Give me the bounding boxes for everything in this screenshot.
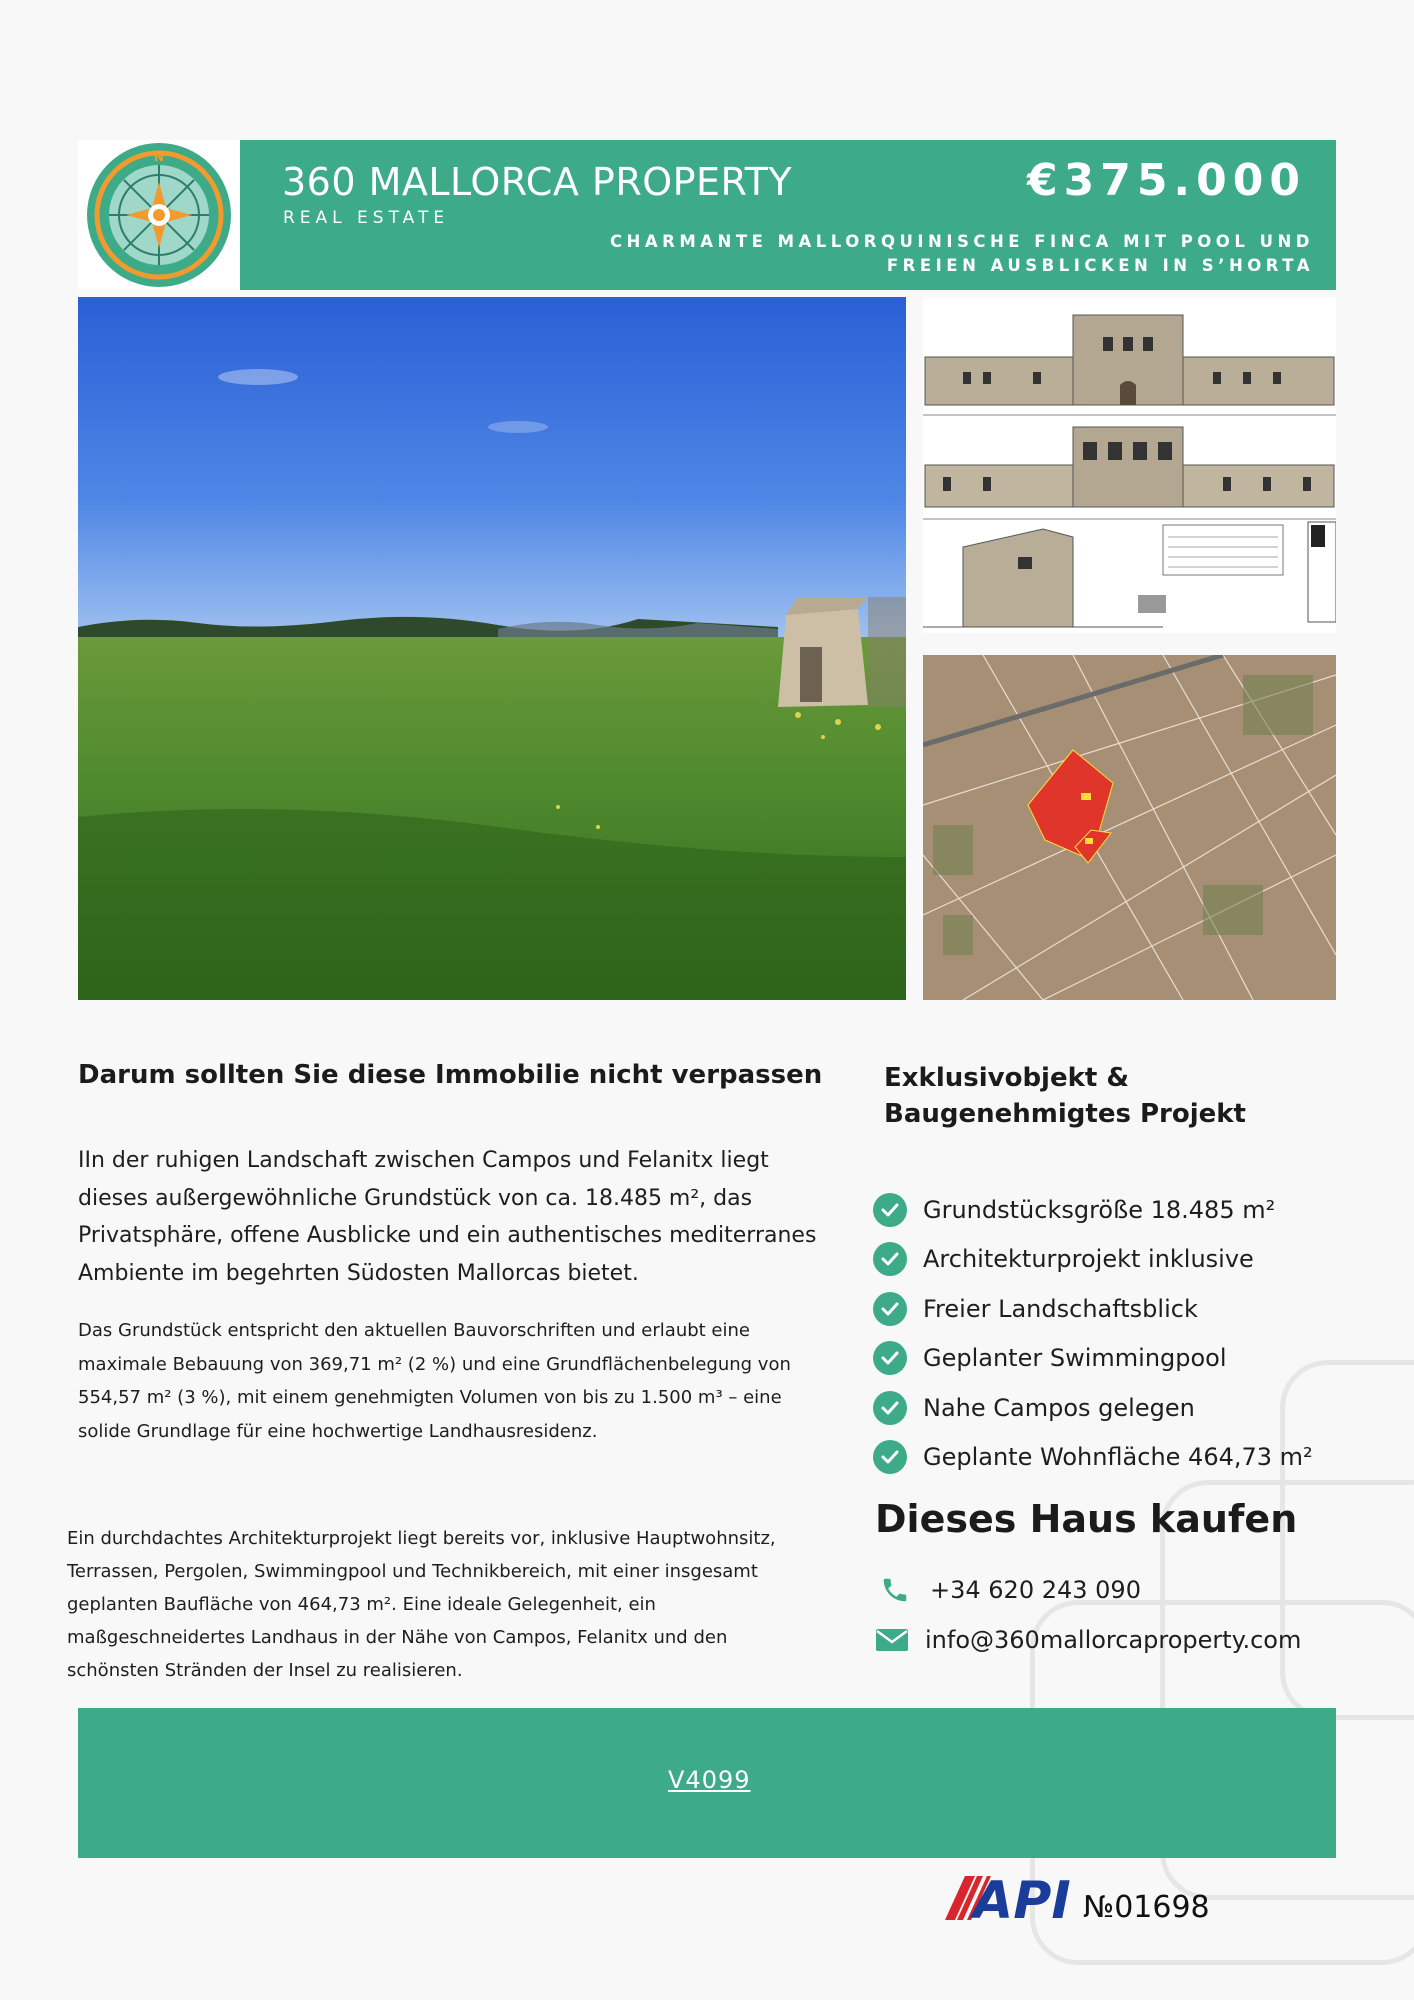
svg-text:N: N — [153, 150, 165, 164]
mail-icon — [875, 1627, 915, 1653]
section-heading-exclusive: Exklusivobjekt & Baugenehmigtes Projekt — [884, 1063, 1246, 1129]
architectural-plan — [923, 297, 1336, 633]
check-icon — [873, 1242, 907, 1276]
section-heading-why: Darum sollten Sie diese Immobilie nicht verpassen — [78, 1060, 823, 1090]
feature-item — [873, 1383, 1313, 1433]
aerial-map — [923, 655, 1336, 1000]
check-icon — [873, 1391, 907, 1425]
intro-paragraph: IIn der ruhigen Landschaft zwischen Campos und Felanitx liegt dieses außergewöhnliche Grundstück von ca. 18.485 m², das Privatsphäre, offene Ausblicke und ein authentisches mediterranes Ambiente im begehrten Südosten Mallorcas bietet. — [78, 1148, 817, 1286]
property-tagline: CHARMANTE MALLORQUINISCHE FINCA MIT POOL UND FREIEN AUSBLICKEN IN S’HORTA — [609, 232, 1314, 275]
property-price: €375.000 — [1026, 155, 1306, 206]
feature-item — [873, 1284, 1313, 1334]
check-icon — [873, 1193, 907, 1227]
check-icon — [873, 1341, 907, 1375]
check-icon — [873, 1292, 907, 1326]
reference-link[interactable]: V4099 — [668, 1766, 751, 1794]
email-contact[interactable] — [875, 1626, 1301, 1654]
brand-name: 360 MALLORCA PROPERTY — [282, 160, 793, 204]
compass-logo — [78, 140, 240, 290]
api-registration-number: №01698 — [1083, 1890, 1210, 1925]
feature-list — [873, 1185, 1313, 1482]
feature-label: Architekturprojekt inklusive — [923, 1245, 1254, 1274]
svg-text:API: API — [973, 1871, 1071, 1931]
architecture-paragraph: Ein durchdachtes Architekturprojekt liegt bereits vor, inklusive Hauptwohnsitz, Terrassen, Pergolen, Swimmingpool und Technikbereich, mit einer insgesamt geplanten Baufläche von 464,73 m². Eine ideale Gelegenheit, ein maßgeschneidertes Landhaus in der Nähe von Campos, Felanitx und den schönsten Stränden der Insel zu realisieren. — [67, 1528, 776, 1681]
email-address[interactable]: info@360mallorcaproperty.com — [925, 1626, 1302, 1654]
property-photo — [78, 297, 906, 1000]
feature-item — [873, 1185, 1313, 1235]
api-logo — [937, 1862, 1077, 1932]
building-rules-paragraph: Das Grundstück entspricht den aktuellen Bauvorschriften und erlaubt eine maximale Bebauung von 369,71 m² (2 %) und eine Grundflächenbelegung von 554,57 m² (3 %), mit einem genehmigten Volumen von bis zu 1.500 m³ – eine solide Grundlage für eine hochwertige Landhausresidenz. — [78, 1320, 791, 1442]
feature-label: Nahe Campos gelegen — [923, 1393, 1195, 1422]
feature-label: Geplanter Swimmingpool — [923, 1344, 1227, 1373]
feature-item — [873, 1334, 1313, 1384]
feature-label: Grundstücksgröße 18.485 m² — [923, 1195, 1276, 1224]
feature-item — [873, 1235, 1313, 1285]
phone-icon — [880, 1575, 920, 1605]
brand-subtitle: REAL ESTATE — [283, 208, 450, 228]
feature-label: Geplante Wohnfläche 464,73 m² — [923, 1443, 1313, 1472]
cta-heading: Dieses Haus kaufen — [875, 1497, 1298, 1541]
feature-item — [873, 1433, 1313, 1483]
check-icon — [873, 1440, 907, 1474]
brand-logo — [78, 140, 240, 290]
phone-contact[interactable] — [880, 1575, 1141, 1605]
phone-number[interactable]: +34 620 243 090 — [930, 1576, 1141, 1604]
feature-label: Freier Landschaftsblick — [923, 1294, 1198, 1323]
